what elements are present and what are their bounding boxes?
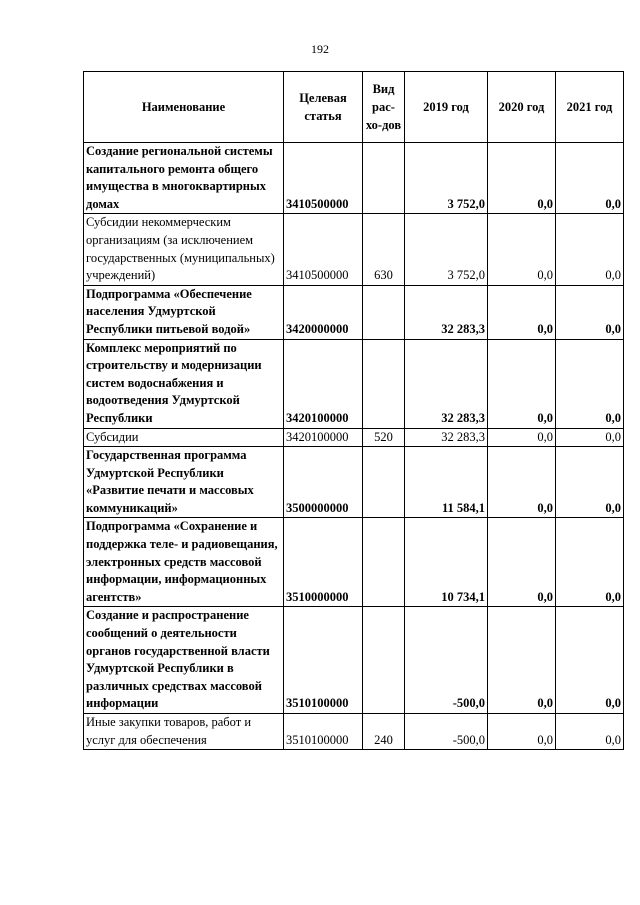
row-2019: 10 734,1	[405, 518, 488, 607]
row-2020: 0,0	[488, 518, 556, 607]
table-row	[84, 285, 624, 339]
table-header-row	[84, 72, 624, 143]
row-article: 3500000000	[284, 447, 363, 518]
row-article: 3420000000	[284, 285, 363, 339]
row-article: 3420100000	[284, 339, 363, 428]
row-article: 3510000000	[284, 518, 363, 607]
row-2019: 32 283,3	[405, 428, 488, 447]
row-article: 3510100000	[284, 714, 363, 750]
table-row	[84, 518, 624, 607]
row-kind	[363, 447, 405, 518]
table-row	[84, 214, 624, 285]
row-2021: 0,0	[556, 714, 624, 750]
row-kind	[363, 607, 405, 714]
table-row	[84, 428, 624, 447]
row-name: Создание региональной системы капитального ремонта общего имущества в многоквартирных домах	[84, 143, 284, 214]
row-name: Государственная программа Удмуртской Республики «Развитие печати и массовых коммуникаций»	[84, 447, 284, 518]
row-name: Подпрограмма «Сохранение и поддержка теле- и радиовещания, электронных средств массовой информации, информационных агентств»	[84, 518, 284, 607]
row-2019: 3 752,0	[405, 143, 488, 214]
row-kind: 630	[363, 214, 405, 285]
row-2020: 0,0	[488, 607, 556, 714]
row-2021: 0,0	[556, 285, 624, 339]
row-2020: 0,0	[488, 285, 556, 339]
row-2019: 3 752,0	[405, 214, 488, 285]
table-row	[84, 143, 624, 214]
row-2020: 0,0	[488, 447, 556, 518]
header-name: Наименование	[84, 72, 284, 143]
row-2021: 0,0	[556, 447, 624, 518]
row-kind: 240	[363, 714, 405, 750]
row-kind: 520	[363, 428, 405, 447]
header-2020: 2020 год	[488, 72, 556, 143]
row-2020: 0,0	[488, 428, 556, 447]
row-2019: -500,0	[405, 607, 488, 714]
row-2020: 0,0	[488, 214, 556, 285]
row-2019: -500,0	[405, 714, 488, 750]
row-article: 3420100000	[284, 428, 363, 447]
row-2019: 32 283,3	[405, 339, 488, 428]
row-2021: 0,0	[556, 143, 624, 214]
row-kind	[363, 143, 405, 214]
row-2021: 0,0	[556, 607, 624, 714]
row-2020: 0,0	[488, 339, 556, 428]
row-kind	[363, 518, 405, 607]
header-kind: Вид рас-хо-дов	[363, 72, 405, 143]
table-row	[84, 447, 624, 518]
row-name: Подпрограмма «Обеспечение населения Удмуртской Республики питьевой водой»	[84, 285, 284, 339]
row-article: 3410500000	[284, 143, 363, 214]
header-2021: 2021 год	[556, 72, 624, 143]
table-row	[84, 607, 624, 714]
row-name: Создание и распространение сообщений о деятельности органов государственной власти Удмуртской Республики в различных средствах массовой информации	[84, 607, 284, 714]
row-article: 3510100000	[284, 607, 363, 714]
row-2019: 32 283,3	[405, 285, 488, 339]
header-2019: 2019 год	[405, 72, 488, 143]
table-row	[84, 339, 624, 428]
row-kind	[363, 285, 405, 339]
row-2021: 0,0	[556, 518, 624, 607]
page-number: 192	[311, 42, 329, 56]
header-article: Целевая статья	[284, 72, 363, 143]
row-kind	[363, 339, 405, 428]
row-2021: 0,0	[556, 428, 624, 447]
row-2020: 0,0	[488, 143, 556, 214]
row-2021: 0,0	[556, 339, 624, 428]
row-name: Комплекс мероприятий по строительству и модернизации систем водоснабжения и водоотведения Удмуртской Республики	[84, 339, 284, 428]
row-article: 3410500000	[284, 214, 363, 285]
row-2020: 0,0	[488, 714, 556, 750]
table-row	[84, 714, 624, 750]
row-name: Субсидии	[84, 428, 284, 447]
row-name: Субсидии некоммерческим организациям (за исключением государственных (муниципальных) учреждений)	[84, 214, 284, 285]
row-2021: 0,0	[556, 214, 624, 285]
row-name: Иные закупки товаров, работ и услуг для обеспечения	[84, 714, 284, 750]
row-2019: 11 584,1	[405, 447, 488, 518]
budget-table	[83, 71, 624, 750]
